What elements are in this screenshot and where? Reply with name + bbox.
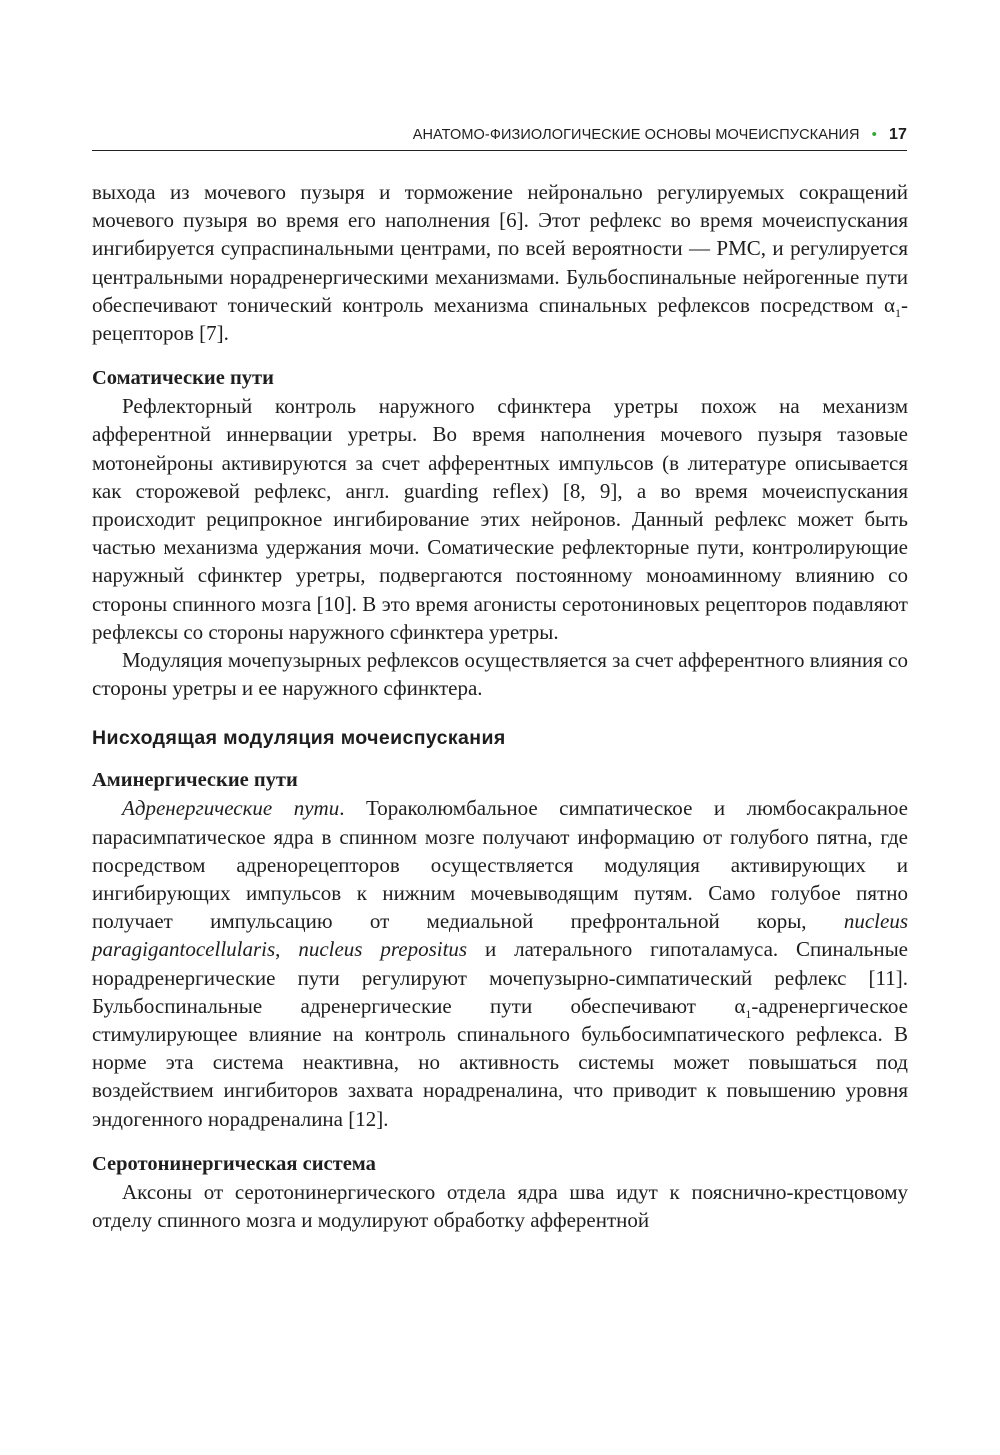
- paragraph-somatic-1: Рефлекторный контроль наружного сфинктера уретры похож на механизм афферентной иннервации уретры. Во время наполнения мочевого пузыря тазовые мотонейроны активируются за счет афферентных импульсов (в литературе описывается как сторожевой рефлекс, англ. guarding reflex) [8, 9], а во время мочеиспускания происходит реципрокное ингибирование этих нейронов. Данный рефлекс может быть частью механизма удержания мочи. Соматические рефлекторные пути, контролирующие наружный сфинктер уретры, подвергаются постоянному моноаминному влиянию со стороны спинного мозга [10]. В это время агонисты серотониновых рецепторов подавляют рефлексы со стороны наружного сфинктера уретры.: [92, 394, 908, 644]
- running-title: АНАТОМО-ФИЗИОЛОГИЧЕСКИЕ ОСНОВЫ МОЧЕИСПУСКАНИЯ: [412, 127, 860, 143]
- heading-descending-modulation: Нисходящая модуляция мочеиспускания: [92, 727, 506, 750]
- heading-aminergic-pathways: Аминергические пути: [92, 769, 298, 792]
- running-head: [92, 124, 907, 151]
- subscript: 1: [895, 306, 901, 320]
- bullet-icon: •: [871, 126, 877, 143]
- page-number: 17: [889, 126, 907, 143]
- subscript: 1: [745, 1007, 752, 1022]
- paragraph-somatic-2: Модуляция мочепузырных рефлексов осуществляется за счет афферентного влияния со стороны уретры и ее наружного сфинктера.: [92, 648, 909, 701]
- italic-term: nucleus paragigantocellularis: [92, 909, 908, 962]
- paragraph-continued: выхода из мочевого пузыря и торможение нейронально регулируемых сокращений мочевого пузыря во время его наполнения [6]. Этот рефлекс во время мочеиспускания ингибируется супраспинальными центрами, по всей вероятности — PMC, и регулируется центральными норадренергическими механизмами. Бульбоспинальные нейрогенные пути обеспечивают тонический контроль механизма спинальных рефлексов посредством $\alpha_1$-рецепторов [7].: [92, 180, 908, 346]
- italic-lead: Адренергические пути: [122, 796, 340, 821]
- page-body: [92, 178, 908, 1234]
- paragraph-serotonergic: Аксоны от серотонинергического отдела ядра шва идут к пояснично-крестцовому отделу спинного мозга и модулируют обработку афферентной: [92, 1179, 908, 1233]
- heading-somatic-pathways: Соматические пути: [92, 367, 274, 390]
- paragraph-adrenergic: Адренергические пути. Тораколюмбальное симпатическое и люмбосакральное парасимпатическое ядра в спинном мозге получают информацию от голубого пятна, где посредством адренорецепторов осуществляется модуляция активирующих и ингибирующих импульсов к нижним мочевыводящим путям. Само голубое пятно получает импульсацию от медиальной префронтальной коры, nucleus paragigantocellularis, nucleus prepositus и латерального гипоталамуса. Спинальные норадренергические пути регулируют мочепузырно-симпатический рефлекс [11]. Бульбоспинальные адренергические пути обеспечивают $\alpha_1$-адренергическое стимулирующее влияние на контроль спинального бульбосимпатического рефлекса. В норме эта система неактивна, но активность системы может повышаться под воздействием ингибиторов захвата норадреналина, что приводит к повышению уровня эндогенного норадреналина [12].: [92, 796, 909, 1131]
- heading-serotonergic-system: Серотонинергическая система: [92, 1152, 376, 1175]
- italic-term: nucleus prepositus: [298, 937, 468, 962]
